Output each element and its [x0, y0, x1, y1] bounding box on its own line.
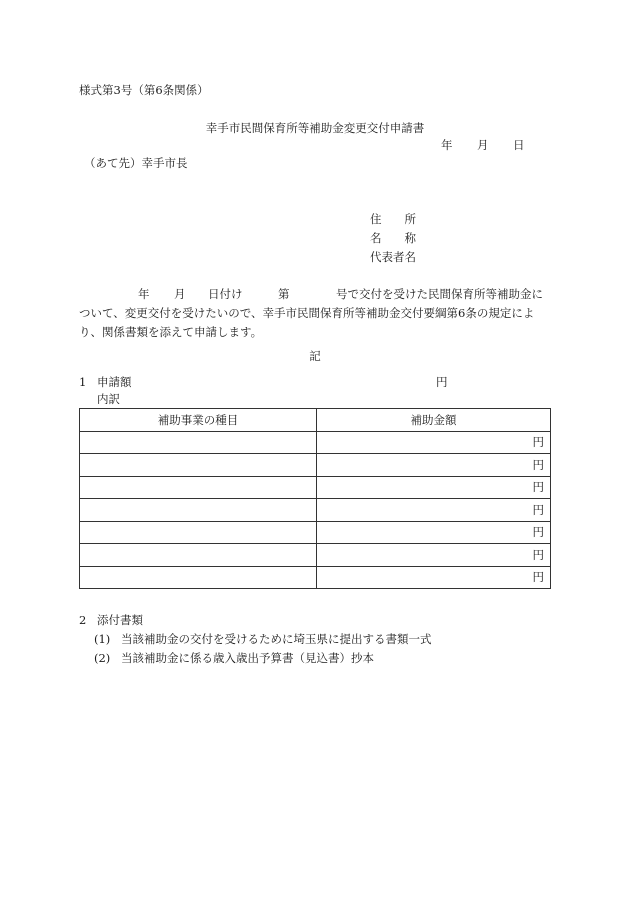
amount-cell: 円 [317, 566, 551, 589]
address-label: 住 所 [370, 212, 416, 226]
body-line3: り、関係書類を添えて申請します。 [79, 325, 263, 339]
body-line2: ついて、変更交付を受けたいので、幸手市民間保育所等補助金交付要綱第6条の規定によ [79, 306, 535, 320]
date-year-label: 年 [441, 138, 453, 152]
ki-marker: 記 [309, 349, 321, 363]
header-project-type: 補助事業の種目 [80, 409, 317, 432]
amount-cell: 円 [317, 431, 551, 454]
date-month-label: 月 [477, 138, 489, 152]
amount-cell: 円 [317, 454, 551, 477]
section2-number: 2 [79, 613, 87, 627]
breakdown-label: 内訳 [97, 392, 120, 406]
table-row [80, 476, 551, 499]
body-number-prefix: 第 [278, 287, 290, 301]
project-type-cell [80, 521, 317, 544]
table-row [80, 499, 551, 522]
attachment-2-number: (2) [94, 651, 111, 665]
addressee: （あて先）幸手市長 [84, 156, 188, 170]
form-number: 様式第3号（第6条関係） [79, 83, 209, 97]
document-title: 幸手市民間保育所等補助金変更交付申請書 [205, 121, 425, 135]
body-month: 月 [174, 287, 186, 301]
body-dated: 日付け [208, 287, 243, 301]
representative-label: 代表者名 [370, 250, 416, 264]
section2-label: 添付書類 [97, 613, 143, 627]
breakdown-table [79, 408, 551, 589]
project-type-cell [80, 454, 317, 477]
attachment-1-text: 当該補助金の交付を受けるために埼玉県に提出する書類一式 [121, 632, 432, 646]
table-row [80, 431, 551, 454]
amount-cell: 円 [317, 476, 551, 499]
table-row [80, 454, 551, 477]
table-row [80, 566, 551, 589]
amount-cell: 円 [317, 544, 551, 567]
project-type-cell [80, 544, 317, 567]
section1-label: 申請額 [97, 375, 132, 389]
header-subsidy-amount: 補助金額 [317, 409, 551, 432]
project-type-cell [80, 499, 317, 522]
project-type-cell [80, 431, 317, 454]
section1-number: 1 [79, 375, 87, 389]
name-label: 名 称 [370, 231, 416, 245]
table-header-row [80, 409, 551, 432]
table-row [80, 521, 551, 544]
section1-unit: 円 [436, 375, 448, 389]
attachment-1-number: (1) [94, 632, 111, 646]
project-type-cell [80, 566, 317, 589]
body-line1-rest: 号で交付を受けた民間保育所等補助金に [336, 287, 543, 301]
date-day-label: 日 [513, 138, 525, 152]
body-year: 年 [138, 287, 150, 301]
amount-cell: 円 [317, 499, 551, 522]
amount-cell: 円 [317, 521, 551, 544]
project-type-cell [80, 476, 317, 499]
table-row [80, 544, 551, 567]
attachment-2-text: 当該補助金に係る歳入歳出予算書（見込書）抄本 [121, 651, 374, 665]
